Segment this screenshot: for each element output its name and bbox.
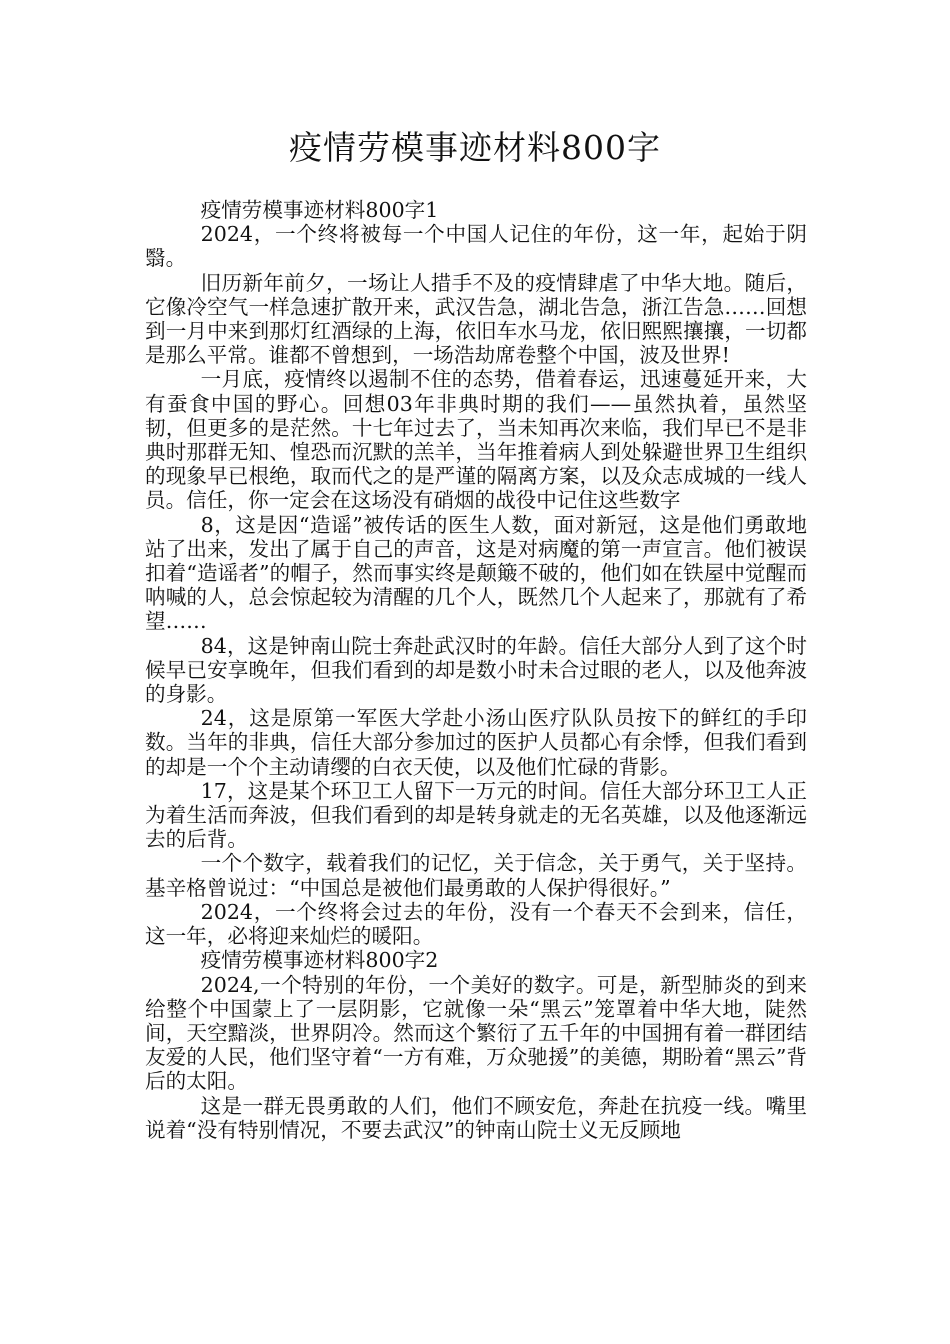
section-heading-2: 疫情劳模事迹材料800字2	[200, 948, 439, 973]
paragraph: 2024，一个终将会过去的年份，没有一个春天不会到来，信任，这一年，必将迎来灿烂的暖阳。	[145, 899, 807, 949]
document-body	[145, 198, 807, 1142]
document-title: 疫情劳模事迹材料800字	[289, 128, 661, 167]
paragraph: 2024,一个特别的年份，一个美好的数字。可是，新型肺炎的到来给整个中国蒙上了一层阴影，它就像一朵“黑云”笼罩着中华大地，陡然间，天空黯淡，世界阴冷。然而这个繁衍了五千年的中国拥有着一群团结友爱的人民，他们坚守着“一方有难，万众驰援”的美德，期盼着“黑云”背后的太阳。	[145, 972, 807, 1094]
paragraph: 17，这是某个环卫工人留下一万元的时间。信任大部分环卫工人正为着生活而奔波，但我们看到的却是转身就走的无名英雄，以及他逐渐远去的后背。	[145, 778, 807, 852]
section-heading-1: 疫情劳模事迹材料800字1	[200, 198, 439, 222]
paragraph: 8，这是因“造谣”被传话的医生人数，面对新冠，这是他们勇敢地站了出来，发出了属于自己的声音，这是对病魔的第一声宣言。他们被误扣着“造谣者”的帽子，然而事实终是颠簸不破的，他们如在铁屋中觉醒而呐喊的人，总会惊起较为清醒的几个人，既然几个人起来了，那就有了希望……	[145, 512, 807, 634]
paragraph: 旧历新年前夕，一场让人措手不及的疫情肆虐了中华大地。随后，它像冷空气一样急速扩散开来，武汉告急，湖北告急，浙江告急……回想到一月中来到那灯红酒绿的上海，依旧车水马龙，依旧熙熙攘攘，一切都是那么平常。谁都不曾想到，一场浩劫席卷整个中国，波及世界!	[145, 270, 807, 368]
paragraph: 24，这是原第一军医大学赴小汤山医疗队队员按下的鲜红的手印数。当年的非典，信任大部分参加过的医护人员都心有余悸，但我们看到的却是一个个主动请缨的白衣天使，以及他们忙碌的背影。	[145, 706, 807, 779]
paragraph: 一个个数字，载着我们的记忆，关于信念，关于勇气，关于坚持。基辛格曾说过：“中国总是被他们最勇敢的人保护得很好。”	[145, 851, 807, 900]
paragraph: 84，这是钟南山院士奔赴武汉时的年龄。信任大部分人到了这个时候早已安享晚年，但我们看到的却是数小时未合过眼的老人，以及他奔波的身影。	[145, 633, 807, 707]
paragraph: 这是一群无畏勇敢的人们，他们不顾安危，奔赴在抗疫一线。嘴里说着“没有特别情况，不要去武汉”的钟南山院士义无反顾地	[145, 1093, 807, 1142]
paragraph: 2024，一个终将被每一个中国人记住的年份，这一年，起始于阴翳。	[145, 222, 807, 271]
paragraph: 一月底，疫情终以遏制不住的态势，借着春运，迅速蔓延开来，大有蚕食中国的野心。回想03年非典时期的我们——虽然执着，虽然坚韧，但更多的是茫然。十七年过去了，当未知再次来临，我们早已不是非典时那群无知、惶恐而沉默的羔羊，当年推着病人到处躲避世界卫生组织的现象早已根绝，取而代之的是严谨的隔离方案，以及众志成城的一线人员。信任，你一定会在这场没有硝烟的战役中记住这些数字	[145, 367, 807, 513]
